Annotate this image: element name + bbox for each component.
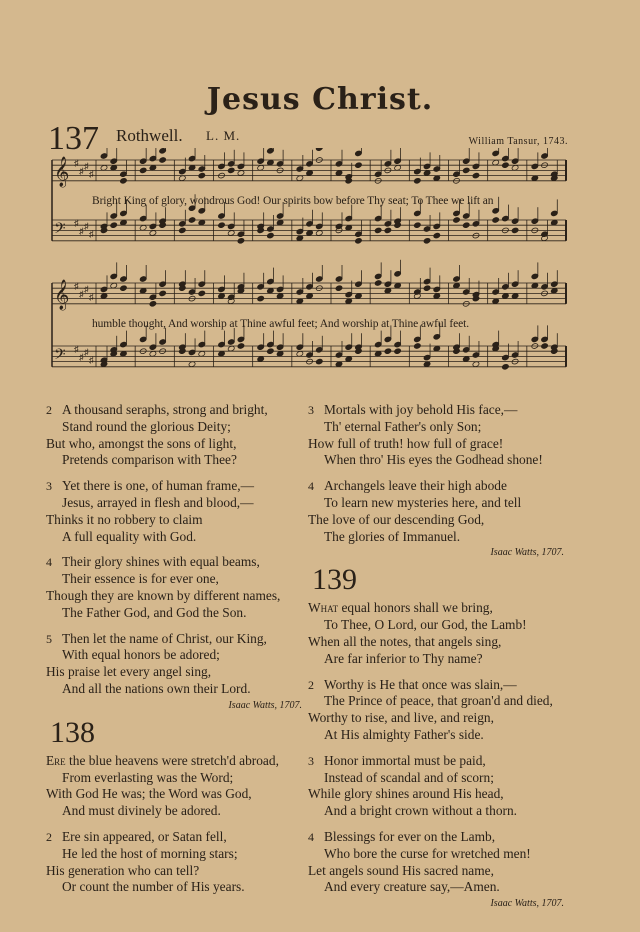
note-head bbox=[462, 167, 470, 174]
note-head bbox=[394, 348, 402, 355]
sharp: ♯ bbox=[89, 355, 94, 365]
note-head bbox=[237, 238, 245, 245]
verse-line bbox=[308, 879, 570, 896]
note-head bbox=[335, 285, 343, 292]
verse-line bbox=[308, 402, 570, 419]
verse-text: From everlasting was the Word; bbox=[62, 769, 234, 785]
verse-text: Blessings for ever on the Lamb, bbox=[324, 828, 496, 844]
verse-line bbox=[46, 753, 308, 770]
verse-line bbox=[308, 863, 570, 880]
bass-clef: 𝄢 bbox=[54, 346, 66, 367]
sharp: ♯ bbox=[79, 166, 84, 176]
note-head bbox=[472, 172, 480, 179]
tune-name: Rothwell. bbox=[116, 126, 183, 145]
verse-number: 2 bbox=[308, 677, 314, 692]
verse-line bbox=[46, 647, 308, 664]
verse-line bbox=[46, 478, 308, 495]
verse-text: What equal honors shall we bring, bbox=[308, 600, 493, 616]
verse-line bbox=[308, 452, 570, 469]
hymn-137-continued-stanzas bbox=[308, 402, 570, 545]
note-head bbox=[198, 172, 206, 179]
verse-line bbox=[46, 803, 308, 820]
verse-text: The Father God, and God the Son. bbox=[62, 604, 247, 620]
sharp: ♯ bbox=[79, 226, 84, 236]
note-head bbox=[453, 217, 461, 224]
note-head bbox=[423, 238, 431, 245]
music-lyric-line-1: Bright King of glory, wondrous God! Our spirits bow before Thy seat; To Thee we lift an bbox=[92, 195, 494, 207]
verse-text: Archangels leave their high abode bbox=[324, 478, 507, 494]
verse-text: A full equality with God. bbox=[62, 528, 197, 544]
verse-line bbox=[308, 651, 570, 668]
note-head bbox=[462, 222, 470, 229]
verse-line bbox=[308, 600, 570, 617]
verse-text: To learn new mysteries here, and tell bbox=[324, 494, 522, 510]
verse-text: Or count the number of His years. bbox=[62, 879, 245, 895]
verse-text: When all the notes, that angels sing, bbox=[308, 633, 502, 649]
verse-text: When thro' His eyes the Godhead shone! bbox=[324, 452, 543, 468]
verse-text: Honor immortal must be paid, bbox=[324, 752, 486, 768]
verse-number: 4 bbox=[308, 829, 314, 844]
stanza bbox=[46, 478, 308, 545]
verse-line bbox=[308, 846, 570, 863]
verse-text: Who bore the curse for wretched men! bbox=[324, 845, 531, 861]
verse-text: Ere the blue heavens were stretch'd abroad, bbox=[46, 752, 279, 768]
music-lyric-line-2: humble thought, And worship at Thine awful feet; And worship at Thine awful feet. bbox=[92, 318, 469, 330]
attribution: Isaac Watts, 1707. bbox=[490, 898, 564, 910]
verse-text: Ere sin appeared, or Satan fell, bbox=[62, 828, 227, 844]
page-title: Jesus Christ. bbox=[206, 82, 434, 117]
verse-line bbox=[46, 879, 308, 896]
verse-text: The Prince of peace, that groan'd and died, bbox=[324, 693, 553, 709]
verse-line bbox=[46, 846, 308, 863]
verse-text: Stand round the glorious Deity; bbox=[62, 418, 231, 434]
verse-line bbox=[46, 631, 308, 648]
note-head bbox=[179, 227, 187, 234]
sharp: ♯ bbox=[84, 284, 89, 294]
hymn-number: 138 bbox=[50, 715, 95, 749]
verse-line bbox=[308, 677, 570, 694]
verse-text: The glories of Immanuel. bbox=[324, 528, 461, 544]
stanza bbox=[308, 600, 570, 667]
note-head bbox=[315, 148, 323, 151]
verse-line bbox=[308, 786, 570, 803]
sharp: ♯ bbox=[74, 218, 79, 228]
stanza bbox=[308, 402, 570, 469]
verse-line bbox=[46, 786, 308, 803]
verse-text: Are far inferior to Thy name? bbox=[324, 650, 483, 666]
verse-line bbox=[46, 529, 308, 546]
bass-clef: 𝄢 bbox=[54, 220, 66, 241]
note-head bbox=[315, 358, 323, 365]
verse-number: 5 bbox=[46, 631, 52, 646]
verse-number: 4 bbox=[46, 555, 52, 570]
verse-line bbox=[46, 436, 308, 453]
attribution: Isaac Watts, 1707. bbox=[228, 699, 302, 711]
verse-number: 3 bbox=[308, 753, 314, 768]
verse-text: Let angels sound His sacred name, bbox=[308, 862, 494, 878]
attribution: Isaac Watts, 1707. bbox=[490, 547, 564, 559]
verse-line bbox=[46, 452, 308, 469]
verse-text: But who, amongst the sons of light, bbox=[46, 435, 237, 451]
verse-line bbox=[46, 681, 308, 698]
stanza bbox=[46, 753, 308, 820]
stanza bbox=[308, 677, 570, 744]
sharp: ♯ bbox=[79, 289, 84, 299]
left-column bbox=[46, 402, 308, 905]
verse-line bbox=[308, 478, 570, 495]
note-head bbox=[267, 348, 275, 355]
verse-text: And all the nations own their Lord. bbox=[62, 680, 251, 696]
verse-line bbox=[308, 693, 570, 710]
verse-line bbox=[308, 727, 570, 744]
verse-text: Mortals with joy behold His face,— bbox=[324, 402, 518, 417]
note-head bbox=[149, 301, 157, 308]
verse-line bbox=[308, 495, 570, 512]
hymn-number: 137 bbox=[48, 120, 99, 157]
note-head bbox=[414, 178, 422, 185]
verse-line bbox=[46, 495, 308, 512]
verse-text: A thousand seraphs, strong and bright, bbox=[62, 402, 268, 417]
verse-text: How full of truth! how full of grace! bbox=[308, 435, 504, 451]
verse-line bbox=[308, 770, 570, 787]
verse-line bbox=[308, 710, 570, 727]
verse-text: Th' eternal Father's only Son; bbox=[324, 418, 482, 434]
verse-number: 3 bbox=[308, 403, 314, 417]
verse-text: Then let the name of Christ, our King, bbox=[62, 630, 267, 646]
verse-text: While glory shines around His head, bbox=[308, 786, 504, 802]
sharp: ♯ bbox=[89, 292, 94, 302]
stanza bbox=[46, 402, 308, 469]
sharp: ♯ bbox=[89, 229, 94, 239]
verse-text: Instead of scandal and of scorn; bbox=[324, 769, 494, 785]
stanza bbox=[46, 554, 308, 621]
note-head bbox=[120, 285, 128, 292]
note-head bbox=[110, 222, 118, 229]
verse-text: His generation who can tell? bbox=[46, 862, 200, 878]
verse-line bbox=[46, 863, 308, 880]
note-head bbox=[374, 227, 382, 234]
note-head bbox=[120, 178, 128, 185]
sharp: ♯ bbox=[74, 158, 79, 168]
verse-text: Jesus, arrayed in flesh and blood,— bbox=[62, 494, 254, 510]
verse-text: Pretends comparison with Thee? bbox=[62, 452, 237, 468]
verse-text: He led the host of morning stars; bbox=[62, 845, 238, 861]
verse-line bbox=[308, 617, 570, 634]
stanza bbox=[46, 631, 308, 698]
sharp: ♯ bbox=[89, 169, 94, 179]
music-score bbox=[46, 148, 572, 398]
stanza bbox=[308, 478, 570, 545]
verse-line bbox=[308, 529, 570, 546]
note-head bbox=[433, 232, 441, 239]
treble-clef: 𝄞 bbox=[54, 280, 70, 310]
note-head bbox=[414, 343, 422, 350]
verse-text: Their essence is for ever one, bbox=[62, 571, 219, 587]
note-head bbox=[423, 285, 431, 292]
sharp: ♯ bbox=[84, 161, 89, 171]
note-head bbox=[355, 238, 363, 245]
hymn-139-stanzas bbox=[308, 600, 570, 896]
verse-number: 2 bbox=[46, 829, 52, 844]
verse-number: 4 bbox=[308, 479, 314, 494]
note-head bbox=[227, 167, 235, 174]
sharp: ♯ bbox=[74, 344, 79, 354]
hymn-138-stanzas bbox=[46, 753, 308, 896]
verse-text: The love of our descending God, bbox=[308, 511, 485, 527]
verse-number: 3 bbox=[46, 479, 52, 494]
note-head bbox=[492, 217, 500, 224]
verse-line bbox=[46, 554, 308, 571]
verse-line bbox=[308, 512, 570, 529]
verse-line bbox=[46, 419, 308, 436]
verse-text: With equal honors be adored; bbox=[62, 647, 220, 663]
sharp: ♯ bbox=[84, 221, 89, 231]
note-head bbox=[198, 290, 206, 297]
treble-clef: 𝄞 bbox=[54, 157, 70, 187]
verse-text: And every creature say,—Amen. bbox=[324, 879, 500, 895]
stanza bbox=[308, 753, 570, 820]
verse-line bbox=[46, 605, 308, 622]
verse-text: Their glory shines with equal beams, bbox=[62, 554, 260, 570]
verse-text: With God He was; the Word was God, bbox=[46, 786, 252, 802]
verse-line bbox=[46, 588, 308, 605]
stanza bbox=[46, 829, 308, 896]
verse-text: Yet there is one, of human frame,— bbox=[62, 478, 255, 494]
hymn-137-stanzas bbox=[46, 402, 308, 698]
verse-text: Worthy to rise, and live, and reign, bbox=[308, 710, 494, 726]
sharp: ♯ bbox=[79, 352, 84, 362]
verse-line bbox=[308, 436, 570, 453]
verse-line bbox=[46, 571, 308, 588]
note-head bbox=[237, 343, 245, 350]
verse-line bbox=[46, 829, 308, 846]
composer: William Tansur, 1743. bbox=[468, 136, 568, 147]
verse-text: And a bright crown without a thorn. bbox=[324, 803, 518, 819]
verse-line bbox=[308, 419, 570, 436]
note-head bbox=[374, 280, 382, 287]
sharp: ♯ bbox=[74, 281, 79, 291]
note-head bbox=[159, 157, 167, 164]
stanza bbox=[308, 829, 570, 896]
verse-text: And must divinely be adored. bbox=[62, 803, 221, 819]
verse-text: Though they are known by different names, bbox=[46, 587, 281, 603]
note-head bbox=[511, 227, 519, 234]
verse-text: His praise let every angel sing, bbox=[46, 664, 212, 680]
note-head bbox=[414, 222, 422, 229]
note-head bbox=[218, 222, 226, 229]
verse-line bbox=[46, 770, 308, 787]
verse-number: 2 bbox=[46, 403, 52, 417]
note-head bbox=[502, 364, 510, 371]
verse-text: Thinks it no robbery to claim bbox=[46, 511, 203, 527]
note-head bbox=[139, 167, 147, 174]
note-head bbox=[384, 348, 392, 355]
note-head bbox=[188, 217, 196, 224]
verse-text: At His almighty Father's side. bbox=[324, 726, 484, 742]
verse-line bbox=[308, 753, 570, 770]
verse-line bbox=[46, 664, 308, 681]
note-head bbox=[267, 232, 275, 239]
note-head bbox=[541, 343, 549, 350]
verse-line bbox=[46, 402, 308, 419]
note-head bbox=[355, 162, 363, 169]
note-head bbox=[159, 290, 167, 297]
right-column bbox=[308, 402, 570, 915]
meter: L. M. bbox=[206, 128, 241, 143]
sharp: ♯ bbox=[84, 347, 89, 357]
note-head bbox=[502, 162, 510, 169]
note-head bbox=[257, 295, 265, 302]
verse-text: Worthy is He that once was slain,— bbox=[324, 676, 517, 692]
note-head bbox=[384, 227, 392, 234]
verse-line bbox=[308, 634, 570, 651]
hymn-number: 139 bbox=[312, 563, 357, 597]
verse-line bbox=[308, 803, 570, 820]
verse-text: To Thee, O Lord, our God, the Lamb! bbox=[324, 617, 527, 633]
verse-line bbox=[46, 512, 308, 529]
verse-line bbox=[308, 829, 570, 846]
